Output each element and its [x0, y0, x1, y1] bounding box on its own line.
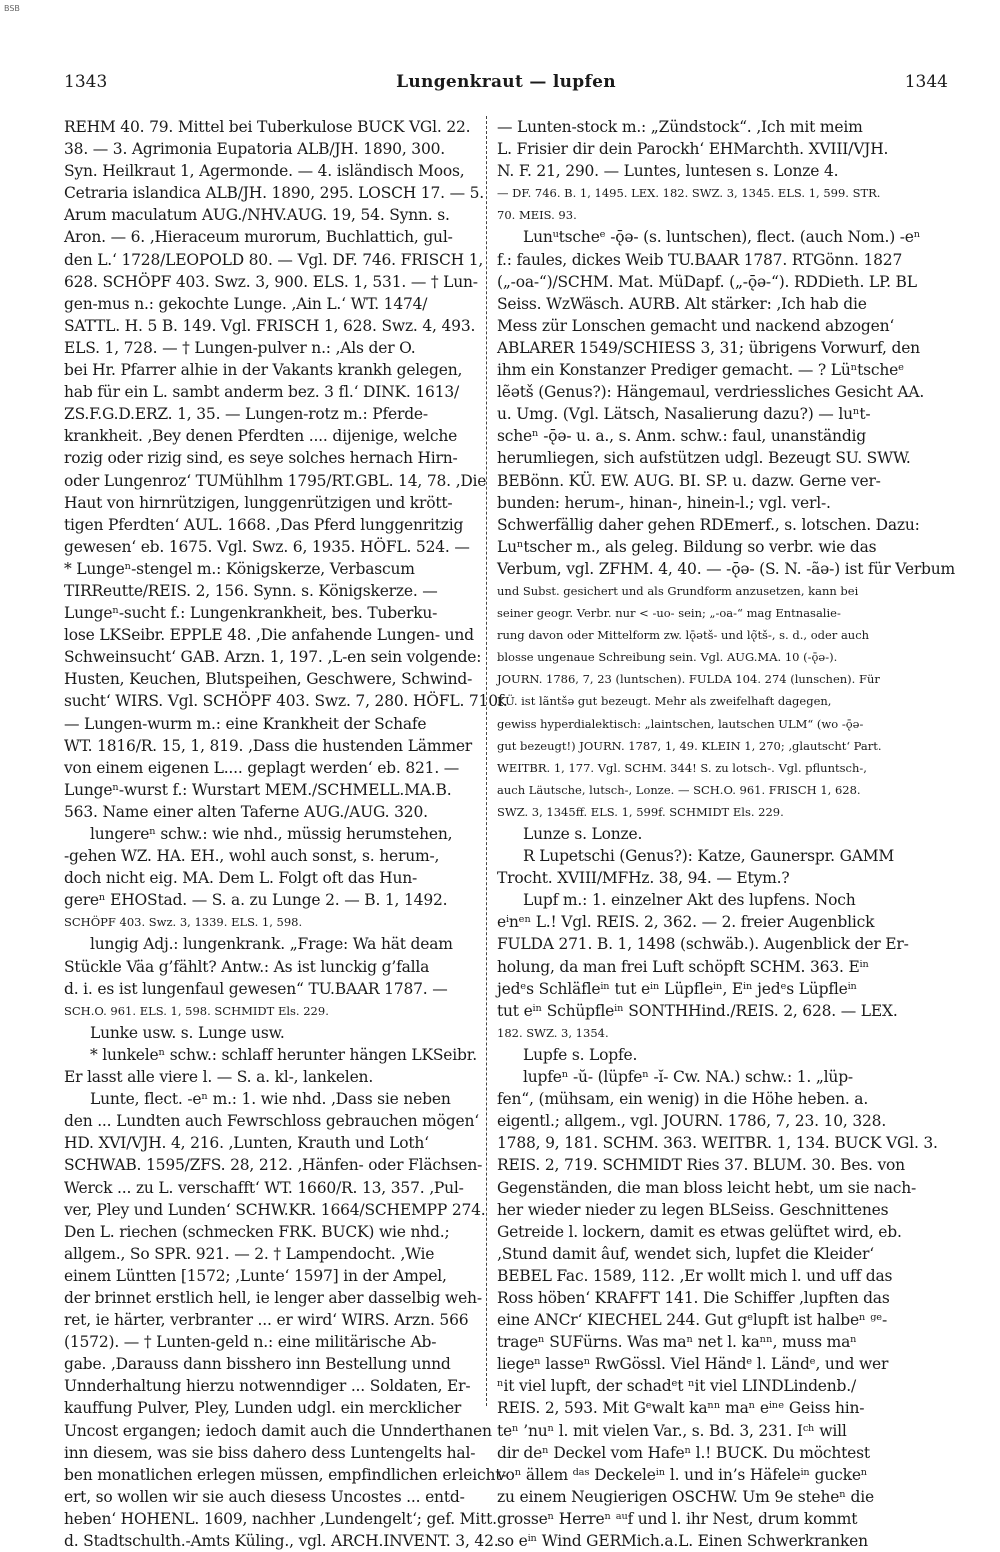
text-line: Lungeⁿ-sucht f.: Lungenkrankheit, bes. Tuberku-: [64, 604, 438, 623]
text-line: Unnderhaltung hierzu notwenndiger ... Soldaten, Er-: [64, 1377, 471, 1396]
text-line: Schwerfällig daher gehen RDEmerf., s. lotschen. Dazu:: [497, 515, 920, 534]
text-line: — DF. 746. B. 1, 1495. LEX. 182. SWZ. 3, 1345. ELS. 1, 599. STR.: [497, 186, 881, 201]
text-line: FULDA 271. B. 1, 1498 (schwäb.). Augenblick der Er-: [497, 935, 909, 954]
text-line: REIS. 2, 593. Mit Gᵉwalt kaⁿⁿ maⁿ eⁱⁿᵉ Geiss hin-: [497, 1399, 865, 1418]
text-line: allgem., So SPR. 921. — 2. † Lampendocht. ‚Wie: [64, 1244, 435, 1263]
text-line: blosse ungenaue Schreibung sein. Vgl. AUG.MA. 10 (-ǭə-).: [497, 650, 838, 665]
text-line: ihm ein Konstanzer Prediger gemacht. — ? Lüⁿtscheᵉ: [497, 361, 904, 380]
text-line: * Lungeⁿ-stengel m.: Königskerze, Verbascum: [64, 559, 415, 578]
text-line: Lunke usw. s. Lunge usw.: [90, 1023, 285, 1042]
text-line: SWZ. 3, 1345ff. ELS. 1, 599f. SCHMIDT Els. 229.: [497, 804, 784, 819]
text-line: gewesen‘ eb. 1675. Vgl. Swz. 6, 1935. HÖFL. 524. —: [64, 537, 470, 556]
text-line: von einem eigenen L.... geplagt werden‘ eb. 821. —: [64, 758, 460, 777]
text-line: — Lunten-stock m.: „Zündstock“. ‚Ich mit meim: [497, 118, 863, 136]
left-column: [64, 116, 508, 1550]
text-line: WEITBR. 1, 177. Vgl. SCHM. 344! S. zu lotsch-. Vgl. pfluntsch-,: [497, 760, 867, 775]
text-line: d. i. es ist lungenfaul gewesen“ TU.BAAR 1787. —: [64, 979, 448, 998]
text-line: Getreide l. lockern, damit es etwas gelüftet wird, eb.: [497, 1222, 902, 1241]
text-line: hab für ein L. sambt anderm bez. 3 fl.‘ DINK. 1613/: [64, 383, 460, 402]
text-line: Luⁿtscher m., als geleg. Bildung so verbr. wie das: [497, 537, 877, 556]
text-line: ELS. 1, 728. — † Lungen-pulver n.: ‚Als der O.: [64, 338, 416, 357]
text-line: SCHÖPF 403. Swz. 3, 1339. ELS. 1, 598.: [64, 915, 303, 930]
text-line: TIRReutte/REIS. 2, 156. Synn. s. Königskerze. —: [64, 581, 438, 600]
text-line: WT. 1816/R. 15, 1, 819. ‚Dass die hustenden Lämmer: [64, 736, 473, 755]
text-line: eine ANCr‘ KIECHEL 244. Gut gᵉlupft ist halbeⁿ ᵍᵉ-: [497, 1311, 888, 1330]
text-line: fen“, (mühsam, ein wenig) in die Höhe heben. a.: [497, 1090, 869, 1109]
text-line: sucht‘ WIRS. Vgl. SCHÖPF 403. Swz. 7, 280. HÖFL. 710f.: [64, 692, 508, 711]
text-line: gen-mus n.: gekochte Lunge. ‚Ain L.‘ WT. 1474/: [64, 294, 428, 313]
text-line: dir deⁿ Deckel vom Hafeⁿ l.! BUCK. Du möchtest: [497, 1443, 870, 1462]
text-line: d. Stadtschulth.-Amts Küling., vgl. ARCH.INVENT. 3, 42.: [64, 1532, 499, 1550]
text-line: SCHWAB. 1595/ZFS. 28, 212. ‚Hänfen- oder Flächsen-: [64, 1156, 483, 1175]
text-line: gereⁿ EHOStad. — S. a. zu Lunge 2. — B. 1, 1492.: [64, 891, 448, 910]
text-line: inn diesem, was sie biss dahero dess Luntengelts hal-: [64, 1443, 476, 1462]
text-line: zu einem Neugierigen OSCHW. Um 9e steheⁿ die: [497, 1487, 874, 1506]
text-line: 1788, 9, 181. SCHM. 363. WEITBR. 1, 134. BUCK VGl. 3.: [497, 1134, 938, 1153]
text-line: lungig Adj.: lungenkrank. „Frage: Wa hät deam: [90, 935, 453, 954]
text-line: heben‘ HOHENL. 1609, nachher ‚Lundengelt‘; gef. Mitt.: [64, 1509, 497, 1528]
text-line: doch nicht eig. MA. Dem L. Folgt oft das Hun-: [64, 869, 418, 888]
text-line: gabe. ‚Darauss dann bisshero inn Bestellung unnd: [64, 1355, 451, 1374]
text-line: ben monatlichen erlegen müssen, empfindlichen erleicht-: [64, 1465, 507, 1484]
text-line: ⁿit viel lupft, der schadᵉt ⁿit viel LINDLindenb./: [497, 1377, 857, 1396]
text-line: L. Frisier dir dein Parockh‘ EHMarchth. XVIII/VJH.: [497, 140, 889, 159]
text-line: und Subst. gesichert und als Grundform anzusetzen, kann bei: [497, 583, 859, 598]
column-divider: [486, 116, 487, 1406]
text-line: Seiss. WzWäsch. AURB. Alt stärker: ‚Ich hab die: [497, 294, 867, 313]
text-line: JOURN. 1786, 7, 23 (luntschen). FULDA 104. 274 (lunschen). Für: [497, 672, 880, 687]
text-line: KÜ. ist lãntšə gut bezeugt. Mehr als zweifelhaft dagegen,: [497, 694, 832, 709]
text-line: lupfeⁿ -ŭ- (lüpfeⁿ -ĭ- Cw. NA.) schw.: 1. „lüp-: [523, 1068, 853, 1087]
text-line: den ... Lundten auch Fewrschloss gebrauchen mögen‘: [64, 1112, 479, 1131]
text-line: seiner geogr. Verbr. nur < -uo- sein; „-oa-“ mag Entnasalie-: [497, 606, 841, 621]
text-line: N. F. 21, 290. — Luntes, luntesen s. Lonze 4.: [497, 162, 839, 181]
text-line: Cetraria islandica ALB/JH. 1890, 295. LOSCH 17. — 5.: [64, 184, 485, 203]
text-line: Lupf m.: 1. einzelner Akt des lupfens. Noch: [523, 891, 856, 910]
text-line: Trocht. XVIII/MFHz. 38, 94. — Etym.?: [497, 869, 790, 888]
text-line: SCH.O. 961. ELS. 1, 598. SCHMIDT Els. 229.: [64, 1003, 329, 1018]
text-line: -gehen WZ. HA. EH., wohl auch sonst, s. herum-,: [64, 847, 440, 866]
text-line: eⁱnᵉⁿ L.! Vgl. REIS. 2, 362. — 2. freier Augenblick: [497, 913, 875, 932]
text-line: eigentl.; allgem., vgl. JOURN. 1786, 7, 23. 10, 328.: [497, 1112, 887, 1131]
page-number-right: 1344: [904, 72, 948, 92]
text-line: 563. Name einer alten Taferne AUG./AUG. 320.: [64, 802, 428, 821]
text-line: trageⁿ SUFürns. Was maⁿ net l. kaⁿⁿ, muss maⁿ: [497, 1333, 857, 1352]
library-stamp: BSB: [4, 4, 20, 13]
text-line: lungereⁿ schw.: wie nhd., müssig herumstehen,: [90, 825, 453, 843]
text-line: Aron. — 6. ‚Hieraceum murorum, Buchlattich, gul-: [64, 228, 453, 247]
text-line: Stückle Väa g’fählt? Antw.: As ist lunckig g’falla: [64, 957, 430, 976]
text-line: 70. MEIS. 93.: [497, 208, 577, 223]
text-line: grosseⁿ Herreⁿ ᵃᵘf und l. ihr Nest, drum kommt: [497, 1509, 858, 1528]
text-line: Schweinsucht‘ GAB. Arzn. 1, 197. ‚L-en sein volgende:: [64, 648, 482, 667]
text-line: lose LKSeibr. EPPLE 48. ‚Die anfahende Lungen- und: [64, 626, 474, 645]
text-line: jedᵉs Schläfleⁱⁿ tut eⁱⁿ Lüpfleⁱⁿ, Eⁱⁿ jedᵉs Lüpfleⁱⁿ: [497, 979, 858, 998]
text-line: lẽətš (Genus?): Hängemaul, verdriessliches Gesicht AA.: [497, 383, 925, 402]
text-line: Ross höben‘ KRAFFT 141. Die Schiffer ‚lupften das: [497, 1288, 890, 1307]
text-line: 628. SCHÖPF 403. Swz. 3, 900. ELS. 1, 531. — † Lun-: [64, 272, 478, 291]
text-line: ret, ie härter, verbranter ... er wird‘ WIRS. Arzn. 566: [64, 1311, 469, 1330]
text-line: der brinnet erstlich hell, ie lenger aber dasselbig weh-: [64, 1288, 482, 1307]
text-line: krankheit. ‚Bey denen Pferdten .... dijenige, welche: [64, 427, 458, 446]
text-line: Lungeⁿ-wurst f.: Wurstart MEM./SCHMELL.MA.B.: [64, 780, 452, 799]
text-line: so eⁱⁿ Wind GERMich.a.L. Einen Schwerkranken: [497, 1532, 868, 1550]
text-line: Arum maculatum AUG./NHV.AUG. 19, 54. Synn. s.: [64, 206, 450, 225]
text-line: kauffung Pulver, Pley, Lunden udgl. ein mercklicher: [64, 1399, 462, 1418]
text-line: Gegenständen, die man bloss leicht hebt, um sie nach-: [497, 1178, 917, 1197]
text-line: gewiss hyperdialektisch: „laintschen, lautschen ULM“ (wo -ǭə-: [497, 716, 864, 731]
running-head: [64, 72, 948, 96]
text-line: ZS.F.G.D.ERZ. 1, 35. — Lungen-rotz m.: Pferde-: [64, 405, 428, 424]
page-title: Lungenkraut — lupfen: [396, 72, 616, 92]
text-line: ert, so wollen wir sie auch diesess Uncostes ... entd-: [64, 1487, 465, 1506]
text-line: HD. XVI/VJH. 4, 216. ‚Lunten, Krauth und Loth‘: [64, 1134, 429, 1153]
text-line: f.: faules, dickes Weib TU.BAAR 1787. RTGönn. 1827: [497, 250, 903, 269]
text-line: voⁿ ällem ᵈᵃˢ Deckeleⁱⁿ l. und in’s Häfeleⁱⁿ guckeⁿ: [497, 1465, 868, 1484]
text-line: ABLARER 1549/SCHIESS 3, 31; übrigens Vorwurf, den: [497, 338, 920, 357]
text-line: holung, da man frei Luft schöpft SCHM. 363. Eⁱⁿ: [497, 957, 869, 976]
text-line: Den L. riechen (schmecken FRK. BUCK) wie nhd.;: [64, 1222, 450, 1241]
text-line: bei Hr. Pfarrer alhie in der Vakants krankh gelegen,: [64, 361, 463, 380]
text-line: (1572). — † Lunten-geld n.: eine militärische Ab-: [64, 1333, 437, 1352]
text-line: — Lungen-wurm m.: eine Krankheit der Schafe: [64, 714, 427, 733]
text-line: Lunte, flect. -eⁿ m.: 1. wie nhd. ‚Dass sie neben: [90, 1090, 451, 1109]
right-column: [497, 116, 956, 1550]
text-line: rozig oder rizig sind, es seye solches hernach Hirn-: [64, 449, 458, 468]
text-line: 182. SWZ. 3, 1354.: [497, 1025, 609, 1040]
text-line: tigen Pferdten‘ AUL. 1668. ‚Das Pferd lunggenritzig: [64, 515, 464, 534]
text-line: Syn. Heilkraut 1, Agermonde. — 4. isländisch Moos,: [64, 162, 465, 181]
text-line: Er lasst alle viere l. — S. a. kl-, lankelen.: [64, 1068, 374, 1087]
text-line: u. Umg. (Vgl. Lätsch, Nasalierung dazu?) — luⁿt-: [497, 405, 871, 424]
text-line: oder Lungenroz‘ TUMühlhm 1795/RT.GBL. 14, 78. ‚Die: [64, 471, 487, 490]
text-line: ‚Stund damit âuf, wendet sich, lupfet die Kleider‘: [497, 1244, 874, 1263]
text-line: tut eⁱⁿ Schüpfleⁱⁿ SONTHHind./REIS. 2, 628. — LEX.: [497, 1001, 898, 1020]
text-line: teⁿ ’nuⁿ l. mit vielen Var., s. Bd. 3, 231. Iᶜʰ will: [497, 1421, 847, 1440]
text-line: 38. — 3. Agrimonia Eupatoria ALB/JH. 1890, 300.: [64, 140, 445, 159]
text-line: Uncost ergangen; iedoch damit auch die Unnderthanen: [64, 1421, 492, 1440]
text-line: BEBönn. KÜ. EW. AUG. BI. SP. u. dazw. Gerne ver-: [497, 471, 881, 490]
text-line: den L.‘ 1728/LEOPOLD 80. — Vgl. DF. 746. FRISCH 1,: [64, 250, 484, 269]
text-line: bunden: herum-, hinan-, hinein-l.; vgl. verl-.: [497, 493, 831, 512]
text-line: ver, Pley und Lunden‘ SCHW.KR. 1664/SCHEMPP 274.: [64, 1200, 486, 1219]
text-line: herumliegen, sich aufstützen udgl. Bezeugt SU. SWW.: [497, 449, 911, 468]
text-line: REHM 40. 79. Mittel bei Tuberkulose BUCK VGl. 22.: [64, 118, 471, 136]
text-line: REIS. 2, 719. SCHMIDT Ries 37. BLUM. 30. Bes. von: [497, 1156, 905, 1175]
text-line: auch Läutsche, lutsch-, Lonze. — SCH.O. 961. FRISCH 1, 628.: [497, 782, 861, 797]
text-line: liegeⁿ lasseⁿ RwGössl. Viel Händᵉ l. Ländᵉ, und wer: [497, 1355, 889, 1374]
text-line: Lunze s. Lonze.: [523, 825, 643, 843]
text-line: Haut von hirnrützigen, lunggenrützigen und krött-: [64, 493, 453, 512]
text-line: Lunᵘtscheᵉ -ǭə- (s. luntschen), flect. (auch Nom.) -eⁿ: [523, 228, 921, 247]
text-line: rung davon oder Mittelform zw. lǭətš- und lǫ̃tš-, s. d., oder auch: [497, 628, 870, 643]
text-line: her wieder nieder zu legen BLSeiss. Geschnittenes: [497, 1200, 889, 1219]
text-line: R Lupetschi (Genus?): Katze, Gaunerspr. GAMM: [523, 847, 895, 866]
text-line: BEBEL Fac. 1589, 112. ‚Er wollt mich l. und uff das: [497, 1266, 893, 1285]
text-line: Lupfe s. Lopfe.: [523, 1045, 638, 1064]
text-line: * lunkeleⁿ schw.: schlaff herunter hängen LKSeibr.: [90, 1045, 477, 1064]
text-line: Mess zür Lonschen gemacht und nackend abzogen‘: [497, 316, 895, 335]
text-line: SATTL. H. 5 B. 149. Vgl. FRISCH 1, 628. Swz. 4, 493.: [64, 316, 476, 335]
text-line: Werck ... zu L. verschafft‘ WT. 1660/R. 13, 357. ‚Pul-: [64, 1178, 464, 1197]
text-line: scheⁿ -ǭə- u. a., s. Anm. schw.: faul, unanständig: [497, 427, 867, 446]
text-line: („-oa-“)/SCHM. Mat. MüDapf. („-ǭə-“). RDDieth. LP. BL: [497, 272, 917, 291]
text-line: gut bezeugt!) JOURN. 1787, 1, 49. KLEIN 1, 270; ‚glautscht‘ Part.: [497, 738, 882, 753]
text-line: einem Lüntten [1572; ‚Lunte‘ 1597] in der Ampel,: [64, 1266, 447, 1285]
page-number-left: 1343: [64, 72, 108, 92]
text-line: Verbum, vgl. ZFHM. 4, 40. — -ǭə- (S. N. -ãə-) ist für Verbum: [497, 559, 956, 578]
text-line: Husten, Keuchen, Blutspeihen, Geschwere, Schwind-: [64, 670, 473, 689]
